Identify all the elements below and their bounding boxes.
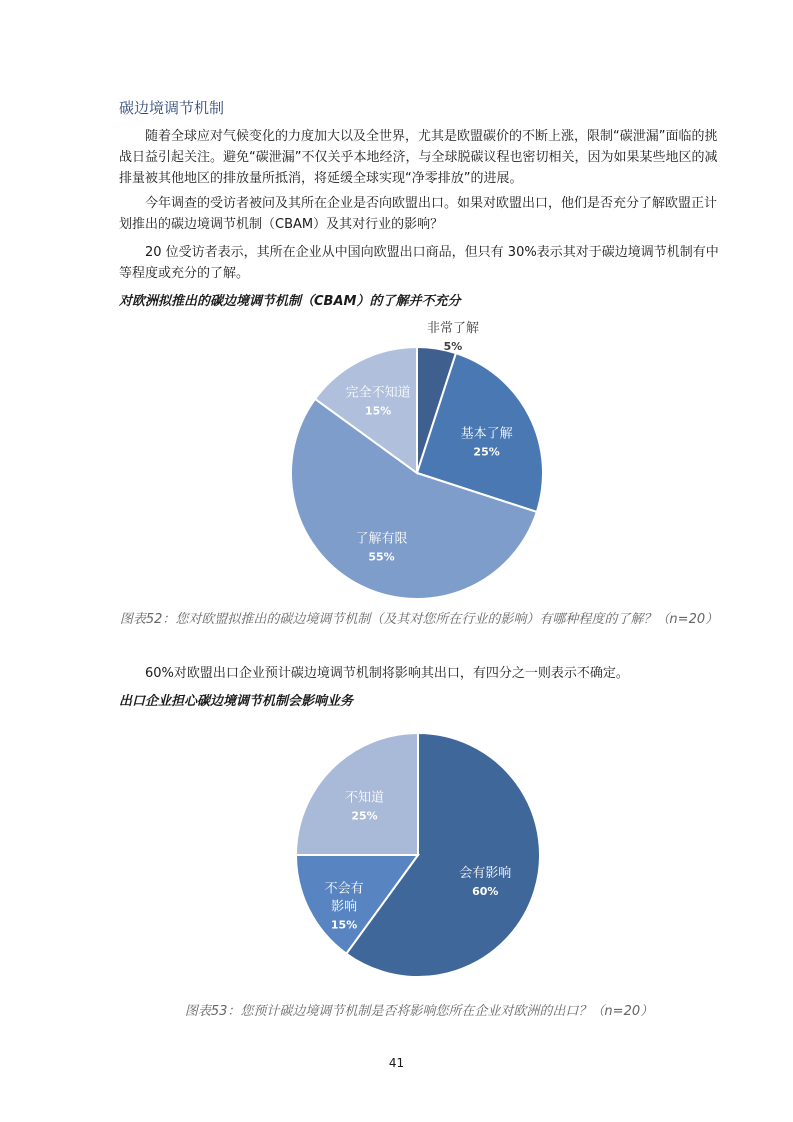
slice-value-label: 55% <box>368 550 395 564</box>
chart-1-caption: 图表52：您对欧盟拟推出的碳边境调节机制（及其对您所在行业的影响）有哪种程度的了解？（n=20） <box>119 612 719 627</box>
slice-value-label: 15% <box>330 918 358 932</box>
slice-category-label: 了解有限 <box>355 531 408 547</box>
slice-category-label: 基本了解 <box>460 426 513 442</box>
slice-category-label: 非常了解 <box>426 321 480 336</box>
pie-chart-export-impact <box>270 720 570 990</box>
paragraph-4: 60%对欧盟出口企业预计碳边境调节机制将影响其出口，有四分之一则表示不确定。 <box>145 666 629 681</box>
slice-category-label: 影响 <box>331 899 358 915</box>
page-number: 41 <box>388 1056 405 1070</box>
chart-1-title: 对欧洲拟推出的碳边境调节机制（CBAM）的了解并不充分 <box>119 294 461 309</box>
slice-category-label: 不会有 <box>324 881 364 897</box>
pie-chart-cbam-awareness <box>270 320 570 610</box>
section-heading: 碳边境调节机制 <box>119 99 225 117</box>
chart-2-caption: 图表53：您预计碳边境调节机制是否将影响您所在企业对欧洲的出口？（n=20） <box>184 1004 654 1019</box>
paragraph-1: 随着全球应对气候变化的力度加大以及全世界，尤其是欧盟碳价的不断上涨，限制“碳泄漏”面临的挑战日益引起关注。避免“碳泄漏”不仅关乎本地经济，与全球脱碳议程也密切相关，因为如果某些地区的减排量被其他地区的排放量所抵消，将延缓全球实现“净零排放”的进展。 <box>119 129 718 186</box>
slice-value-label: 25% <box>473 445 500 459</box>
slice-value-label: 60% <box>472 884 499 898</box>
slice-category-label: 会有影响 <box>459 865 512 881</box>
paragraph-3: 20 位受访者表示，其所在企业从中国向欧盟出口商品，但只有 30%表示其对于碳边境调节机制有中等程度或充分的了解。 <box>119 245 719 281</box>
slice-value-label: 15% <box>364 404 392 418</box>
paragraph-2: 今年调查的受访者被问及其所在企业是否向欧盟出口。如果对欧盟出口，他们是否充分了解欧盟正计划推出的碳边境调节机制（CBAM）及其对行业的影响？ <box>119 196 718 232</box>
chart-2-title: 出口企业担心碳边境调节机制会影响业务 <box>119 694 354 709</box>
slice-value-label: 25% <box>351 809 378 823</box>
slice-value-label: 5% <box>443 340 463 353</box>
slice-category-label: 不知道 <box>345 790 385 806</box>
slice-category-label: 完全不知道 <box>345 385 411 401</box>
